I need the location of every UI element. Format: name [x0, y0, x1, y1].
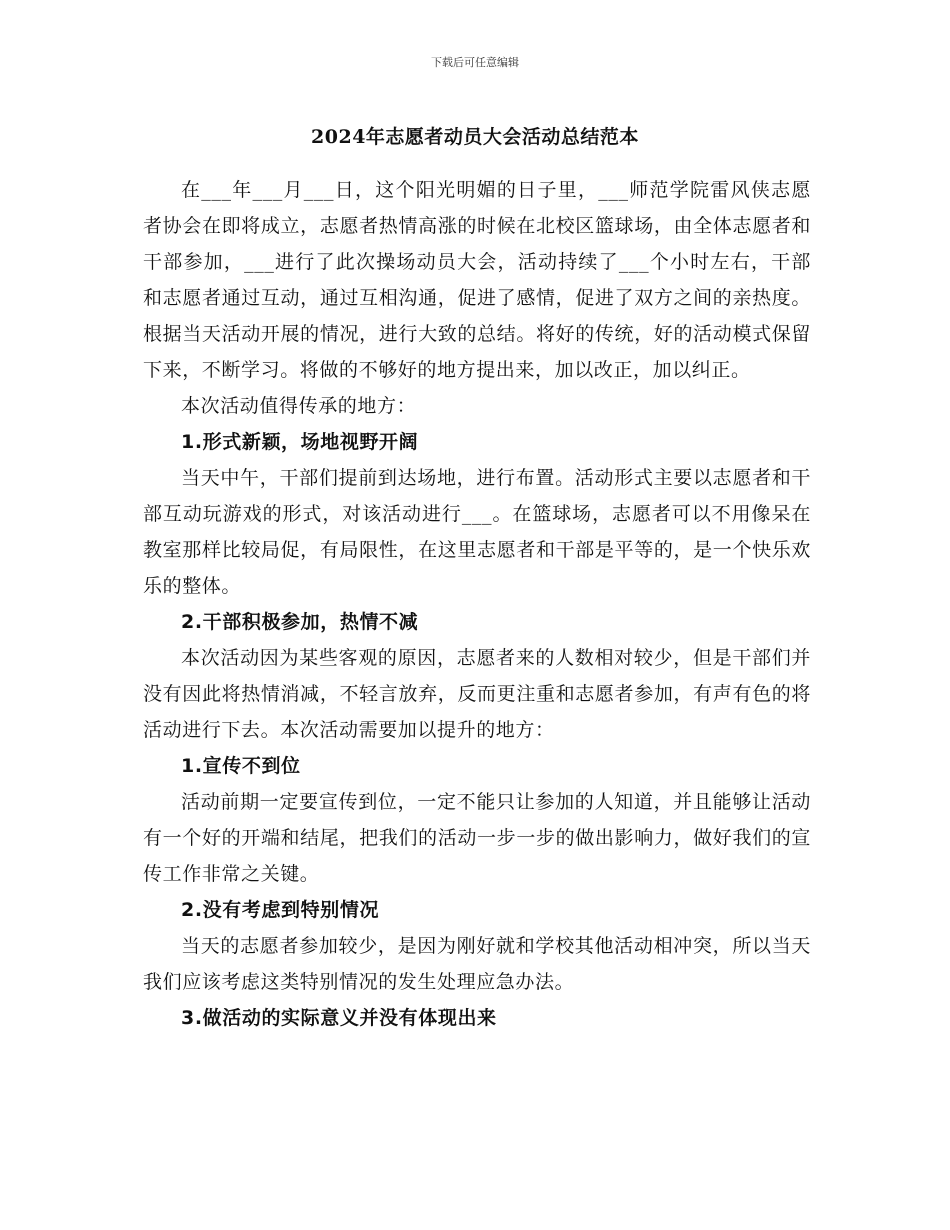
section-heading: 1.宣传不到位 [181, 755, 301, 777]
document-body [143, 172, 811, 1036]
body-paragraph: 当天中午，干部们提前到达场地，进行布置。活动形式主要以志愿者和干部互动玩游戏的形式，对该活动进行___。在篮球场，志愿者可以不用像呆在教室那样比较局促，有局限性，在这里志愿者和干部是平等的，是一个快乐欢乐的整体。 [143, 467, 811, 597]
section-heading: 2.干部积极参加，热情不减 [181, 611, 419, 633]
body-paragraph: 在___年___月___日，这个阳光明媚的日子里，___师范学院雷风侠志愿者协会在即将成立，志愿者热情高涨的时候在北校区篮球场，由全体志愿者和干部参加，___进行了此次操场动员大会，活动持续了___个小时左右，干部和志愿者通过互动，通过互相沟通，促进了感情，促进了双方之间的亲热度。根据当天活动开展的情况，进行大致的总结。将好的传统，好的活动模式保留下来，不断学习。将做的不够好的地方提出来，加以改正，加以纠正。 [143, 179, 811, 381]
body-paragraph: 本次活动值得传承的地方： [181, 395, 417, 417]
section-heading: 3.做活动的实际意义并没有体现出来 [181, 1007, 497, 1029]
body-paragraph: 活动前期一定要宣传到位，一定不能只让参加的人知道，并且能够让活动有一个好的开端和结尾，把我们的活动一步一步的做出影响力，做好我们的宣传工作非常之关键。 [143, 791, 811, 885]
section-heading: 2.没有考虑到特别情况 [181, 899, 380, 921]
body-paragraph: 本次活动因为某些客观的原因，志愿者来的人数相对较少，但是干部们并没有因此将热情消减，不轻言放弃，反而更注重和志愿者参加，有声有色的将活动进行下去。本次活动需要加以提升的地方： [143, 647, 811, 741]
section-heading: 1.形式新颖，场地视野开阔 [181, 431, 419, 453]
body-paragraph: 当天的志愿者参加较少，是因为刚好就和学校其他活动相冲突，所以当天我们应该考虑这类特别情况的发生处理应急办法。 [143, 935, 811, 993]
page-header-note: 下载后可任意编辑 [431, 56, 519, 69]
document-title: 2024年志愿者动员大会活动总结范本 [311, 126, 639, 148]
